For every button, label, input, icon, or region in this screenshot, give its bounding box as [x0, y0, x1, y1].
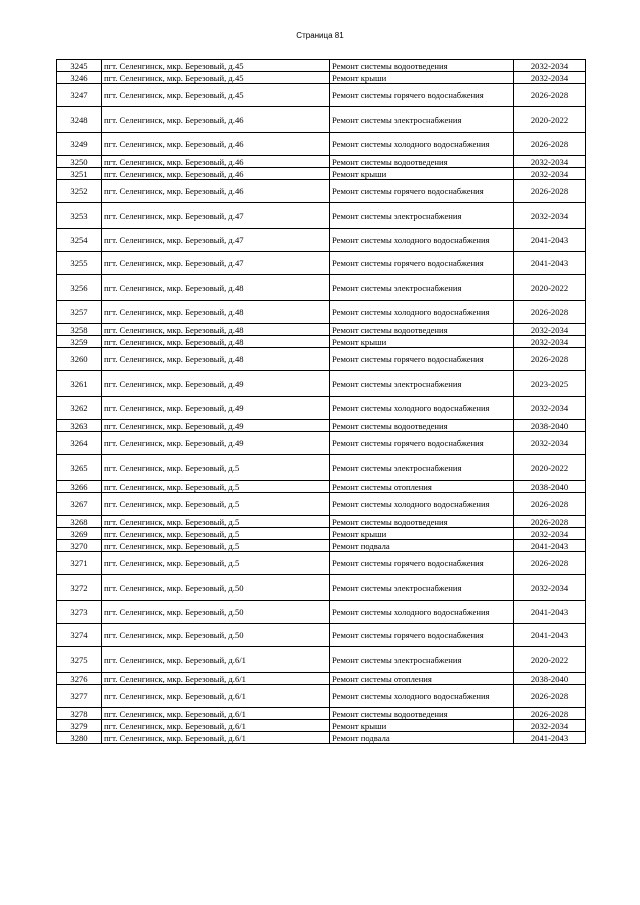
- work-type-cell: Ремонт системы электроснабжения: [330, 647, 514, 673]
- table-row: [57, 552, 586, 575]
- address-cell: пгт. Селенгинск, мкр. Березовый, д.6/1: [102, 673, 330, 685]
- table-body: [57, 60, 586, 744]
- period-cell: 2032-2034: [514, 575, 586, 601]
- address-cell: пгт. Селенгинск, мкр. Березовый, д.50: [102, 624, 330, 647]
- row-number-cell: 3261: [57, 371, 102, 397]
- period-cell: 2026-2028: [514, 552, 586, 575]
- table-row: [57, 348, 586, 371]
- period-cell: 2026-2028: [514, 348, 586, 371]
- repair-schedule-table: [56, 59, 586, 744]
- address-cell: пгт. Селенгинск, мкр. Березовый, д.46: [102, 156, 330, 168]
- period-cell: 2032-2034: [514, 324, 586, 336]
- table-row: [57, 685, 586, 708]
- period-cell: 2032-2034: [514, 432, 586, 455]
- row-number-cell: 3265: [57, 455, 102, 481]
- table-row: [57, 516, 586, 528]
- period-cell: 2032-2034: [514, 336, 586, 348]
- period-cell: 2020-2022: [514, 107, 586, 133]
- table-row: [57, 708, 586, 720]
- period-cell: 2032-2034: [514, 528, 586, 540]
- period-cell: 2041-2043: [514, 624, 586, 647]
- period-cell: 2020-2022: [514, 647, 586, 673]
- row-number-cell: 3272: [57, 575, 102, 601]
- work-type-cell: Ремонт крыши: [330, 72, 514, 84]
- row-number-cell: 3271: [57, 552, 102, 575]
- address-cell: пгт. Селенгинск, мкр. Березовый, д.47: [102, 229, 330, 252]
- work-type-cell: Ремонт системы холодного водоснабжения: [330, 685, 514, 708]
- work-type-cell: Ремонт крыши: [330, 720, 514, 732]
- address-cell: пгт. Селенгинск, мкр. Березовый, д.45: [102, 60, 330, 72]
- table-row: [57, 432, 586, 455]
- period-cell: 2026-2028: [514, 180, 586, 203]
- period-cell: 2038-2040: [514, 420, 586, 432]
- table-row: [57, 575, 586, 601]
- table-row: [57, 72, 586, 84]
- address-cell: пгт. Селенгинск, мкр. Березовый, д.6/1: [102, 732, 330, 744]
- table-row: [57, 107, 586, 133]
- row-number-cell: 3246: [57, 72, 102, 84]
- address-cell: пгт. Селенгинск, мкр. Березовый, д.46: [102, 107, 330, 133]
- row-number-cell: 3252: [57, 180, 102, 203]
- row-number-cell: 3263: [57, 420, 102, 432]
- work-type-cell: Ремонт системы водоотведения: [330, 324, 514, 336]
- table-row: [57, 60, 586, 72]
- address-cell: пгт. Селенгинск, мкр. Березовый, д.49: [102, 420, 330, 432]
- table-row: [57, 324, 586, 336]
- page-title: Страница 81: [296, 31, 344, 40]
- row-number-cell: 3279: [57, 720, 102, 732]
- row-number-cell: 3257: [57, 301, 102, 324]
- address-cell: пгт. Селенгинск, мкр. Березовый, д.46: [102, 180, 330, 203]
- row-number-cell: 3254: [57, 229, 102, 252]
- work-type-cell: Ремонт системы водоотведения: [330, 156, 514, 168]
- row-number-cell: 3264: [57, 432, 102, 455]
- address-cell: пгт. Селенгинск, мкр. Березовый, д.5: [102, 481, 330, 493]
- row-number-cell: 3245: [57, 60, 102, 72]
- address-cell: пгт. Селенгинск, мкр. Березовый, д.46: [102, 133, 330, 156]
- work-type-cell: Ремонт системы отопления: [330, 481, 514, 493]
- table-row: [57, 371, 586, 397]
- period-cell: 2032-2034: [514, 72, 586, 84]
- address-cell: пгт. Селенгинск, мкр. Березовый, д.5: [102, 528, 330, 540]
- period-cell: 2032-2034: [514, 720, 586, 732]
- address-cell: пгт. Селенгинск, мкр. Березовый, д.49: [102, 432, 330, 455]
- period-cell: 2026-2028: [514, 133, 586, 156]
- row-number-cell: 3262: [57, 397, 102, 420]
- row-number-cell: 3260: [57, 348, 102, 371]
- work-type-cell: Ремонт системы горячего водоснабжения: [330, 252, 514, 275]
- table-row: [57, 481, 586, 493]
- period-cell: 2041-2043: [514, 732, 586, 744]
- row-number-cell: 3248: [57, 107, 102, 133]
- work-type-cell: Ремонт системы горячего водоснабжения: [330, 348, 514, 371]
- row-number-cell: 3274: [57, 624, 102, 647]
- address-cell: пгт. Селенгинск, мкр. Березовый, д.48: [102, 336, 330, 348]
- table-row: [57, 180, 586, 203]
- address-cell: пгт. Селенгинск, мкр. Березовый, д.50: [102, 575, 330, 601]
- work-type-cell: Ремонт системы холодного водоснабжения: [330, 229, 514, 252]
- row-number-cell: 3269: [57, 528, 102, 540]
- work-type-cell: Ремонт системы водоотведения: [330, 516, 514, 528]
- address-cell: пгт. Селенгинск, мкр. Березовый, д.49: [102, 371, 330, 397]
- work-type-cell: Ремонт системы отопления: [330, 673, 514, 685]
- row-number-cell: 3250: [57, 156, 102, 168]
- period-cell: 2038-2040: [514, 673, 586, 685]
- address-cell: пгт. Селенгинск, мкр. Березовый, д.47: [102, 252, 330, 275]
- address-cell: пгт. Селенгинск, мкр. Березовый, д.6/1: [102, 647, 330, 673]
- table-row: [57, 624, 586, 647]
- work-type-cell: Ремонт системы электроснабжения: [330, 575, 514, 601]
- work-type-cell: Ремонт системы горячего водоснабжения: [330, 552, 514, 575]
- table-row: [57, 720, 586, 732]
- row-number-cell: 3277: [57, 685, 102, 708]
- work-type-cell: Ремонт системы горячего водоснабжения: [330, 180, 514, 203]
- period-cell: 2032-2034: [514, 168, 586, 180]
- table-row: [57, 168, 586, 180]
- address-cell: пгт. Селенгинск, мкр. Березовый, д.45: [102, 72, 330, 84]
- table-row: [57, 673, 586, 685]
- work-type-cell: Ремонт системы водоотведения: [330, 708, 514, 720]
- row-number-cell: 3253: [57, 203, 102, 229]
- work-type-cell: Ремонт подвала: [330, 732, 514, 744]
- address-cell: пгт. Селенгинск, мкр. Березовый, д.45: [102, 84, 330, 107]
- period-cell: 2038-2040: [514, 481, 586, 493]
- period-cell: 2032-2034: [514, 203, 586, 229]
- table-row: [57, 203, 586, 229]
- address-cell: пгт. Селенгинск, мкр. Березовый, д.6/1: [102, 685, 330, 708]
- work-type-cell: Ремонт системы холодного водоснабжения: [330, 601, 514, 624]
- period-cell: 2020-2022: [514, 455, 586, 481]
- work-type-cell: Ремонт системы горячего водоснабжения: [330, 84, 514, 107]
- row-number-cell: 3276: [57, 673, 102, 685]
- work-type-cell: Ремонт системы электроснабжения: [330, 455, 514, 481]
- table-row: [57, 252, 586, 275]
- table-row: [57, 84, 586, 107]
- row-number-cell: 3251: [57, 168, 102, 180]
- table-row: [57, 336, 586, 348]
- work-type-cell: Ремонт крыши: [330, 336, 514, 348]
- work-type-cell: Ремонт системы горячего водоснабжения: [330, 624, 514, 647]
- table-row: [57, 540, 586, 552]
- address-cell: пгт. Селенгинск, мкр. Березовый, д.48: [102, 348, 330, 371]
- table-row: [57, 397, 586, 420]
- work-type-cell: Ремонт крыши: [330, 168, 514, 180]
- table-row: [57, 301, 586, 324]
- period-cell: 2026-2028: [514, 708, 586, 720]
- address-cell: пгт. Селенгинск, мкр. Березовый, д.6/1: [102, 708, 330, 720]
- address-cell: пгт. Селенгинск, мкр. Березовый, д.5: [102, 552, 330, 575]
- period-cell: 2026-2028: [514, 301, 586, 324]
- table-row: [57, 601, 586, 624]
- work-type-cell: Ремонт системы водоотведения: [330, 420, 514, 432]
- address-cell: пгт. Селенгинск, мкр. Березовый, д.48: [102, 275, 330, 301]
- work-type-cell: Ремонт системы горячего водоснабжения: [330, 432, 514, 455]
- table-row: [57, 455, 586, 481]
- period-cell: 2026-2028: [514, 84, 586, 107]
- address-cell: пгт. Селенгинск, мкр. Березовый, д.5: [102, 516, 330, 528]
- address-cell: пгт. Селенгинск, мкр. Березовый, д.46: [102, 168, 330, 180]
- address-cell: пгт. Селенгинск, мкр. Березовый, д.48: [102, 301, 330, 324]
- work-type-cell: Ремонт системы водоотведения: [330, 60, 514, 72]
- address-cell: пгт. Селенгинск, мкр. Березовый, д.47: [102, 203, 330, 229]
- work-type-cell: Ремонт системы холодного водоснабжения: [330, 493, 514, 516]
- period-cell: 2032-2034: [514, 60, 586, 72]
- table-row: [57, 732, 586, 744]
- row-number-cell: 3256: [57, 275, 102, 301]
- address-cell: пгт. Селенгинск, мкр. Березовый, д.6/1: [102, 720, 330, 732]
- period-cell: 2023-2025: [514, 371, 586, 397]
- address-cell: пгт. Селенгинск, мкр. Березовый, д.5: [102, 493, 330, 516]
- address-cell: пгт. Селенгинск, мкр. Березовый, д.5: [102, 540, 330, 552]
- row-number-cell: 3247: [57, 84, 102, 107]
- table-row: [57, 229, 586, 252]
- address-cell: пгт. Селенгинск, мкр. Березовый, д.48: [102, 324, 330, 336]
- work-type-cell: Ремонт системы электроснабжения: [330, 203, 514, 229]
- period-cell: 2032-2034: [514, 156, 586, 168]
- row-number-cell: 3268: [57, 516, 102, 528]
- period-cell: 2020-2022: [514, 275, 586, 301]
- row-number-cell: 3278: [57, 708, 102, 720]
- row-number-cell: 3255: [57, 252, 102, 275]
- row-number-cell: 3266: [57, 481, 102, 493]
- address-cell: пгт. Селенгинск, мкр. Березовый, д.5: [102, 455, 330, 481]
- row-number-cell: 3280: [57, 732, 102, 744]
- period-cell: 2041-2043: [514, 252, 586, 275]
- period-cell: 2041-2043: [514, 229, 586, 252]
- row-number-cell: 3249: [57, 133, 102, 156]
- table-row: [57, 493, 586, 516]
- work-type-cell: Ремонт подвала: [330, 540, 514, 552]
- row-number-cell: 3270: [57, 540, 102, 552]
- table-row: [57, 528, 586, 540]
- period-cell: 2041-2043: [514, 601, 586, 624]
- row-number-cell: 3258: [57, 324, 102, 336]
- period-cell: 2026-2028: [514, 685, 586, 708]
- work-type-cell: Ремонт системы холодного водоснабжения: [330, 397, 514, 420]
- period-cell: 2026-2028: [514, 516, 586, 528]
- work-type-cell: Ремонт системы холодного водоснабжения: [330, 133, 514, 156]
- row-number-cell: 3273: [57, 601, 102, 624]
- address-cell: пгт. Селенгинск, мкр. Березовый, д.49: [102, 397, 330, 420]
- row-number-cell: 3259: [57, 336, 102, 348]
- table-row: [57, 133, 586, 156]
- work-type-cell: Ремонт системы электроснабжения: [330, 275, 514, 301]
- work-type-cell: Ремонт системы электроснабжения: [330, 371, 514, 397]
- period-cell: 2032-2034: [514, 397, 586, 420]
- table-row: [57, 275, 586, 301]
- row-number-cell: 3275: [57, 647, 102, 673]
- table-row: [57, 647, 586, 673]
- row-number-cell: 3267: [57, 493, 102, 516]
- table-row: [57, 420, 586, 432]
- table-row: [57, 156, 586, 168]
- address-cell: пгт. Селенгинск, мкр. Березовый, д.50: [102, 601, 330, 624]
- period-cell: 2041-2043: [514, 540, 586, 552]
- period-cell: 2026-2028: [514, 493, 586, 516]
- work-type-cell: Ремонт системы холодного водоснабжения: [330, 301, 514, 324]
- work-type-cell: Ремонт крыши: [330, 528, 514, 540]
- work-type-cell: Ремонт системы электроснабжения: [330, 107, 514, 133]
